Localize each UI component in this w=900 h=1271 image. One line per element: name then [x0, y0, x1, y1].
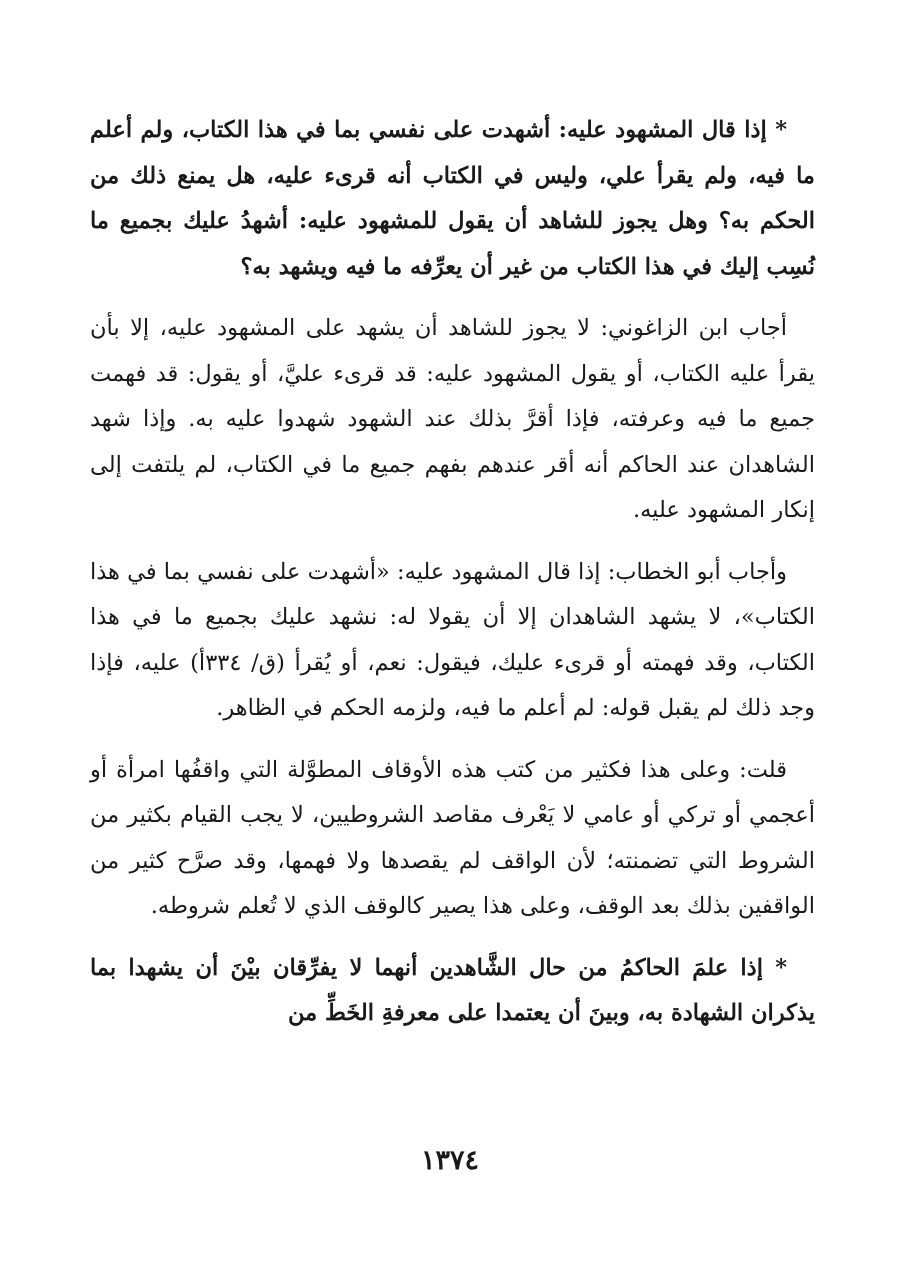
paragraph-question-2: * إذا علمَ الحاكمُ من حال الشَّاهدين أنهما لا يفرِّقان بيْنَ أن يشهدا بما يذكران الشهادة به، وبينَ أن يعتمدا على معرفةِ الخَطِّ من	[90, 954, 815, 1026]
paragraph-gap	[90, 930, 815, 946]
paragraph-gap	[90, 290, 815, 306]
page-number: ١٣٧٤	[420, 1145, 479, 1176]
paragraph-question-1: * إذا قال المشهود عليه: أشهدت على نفسي بما في هذا الكتاب، ولم أعلم ما فيه، ولم يقرأ علي، وليس في الكتاب أنه قرىء عليه، هل يمنع ذلك من الحكم به؟ وهل يجوز للشاهد أن يقول للمشهود عليه: أشهدُ عليك بجميع ما نُسِب إليك في هذا الكتاب من غير أن يعرِّفه ما فيه ويشهد به؟	[90, 117, 815, 280]
paragraph-answer-abu-al-khattab: وأجاب أبو الخطاب: إذا قال المشهود عليه: «أشهدت على نفسي بما في هذا الكتاب»، لا يشهد الشاهدان إلا أن يقولا له: نشهد عليك بجميع ما في هذا الكتاب، وقد فهمته أو قرىء عليك، فيقول: نعم، أو يُقرأ (ق/ ٣٣٤أ) عليه، فإذا وجد ذلك لم يقبل قوله: لم أعلم ما فيه، ولزمه الحكم في الظاهر.	[90, 558, 815, 721]
paragraph-answer-ibn-zaghuni: أجاب ابن الزاغوني: لا يجوز للشاهد أن يشهد على المشهود عليه، إلا بأن يقرأ عليه الكتاب، أو يقول المشهود عليه: قد قرىء عليَّ، أو يقول: قد فهمت جميع ما فيه وعرفته، فإذا أقرَّ بذلك عند الشهود شهدوا عليه به. وإذا شهد الشاهدان عند الحاكم أنه أقر عندهم بفهم جميع ما في الكتاب، لم يلتفت إلى إنكار المشهود عليه.	[90, 315, 815, 523]
page-body	[90, 108, 815, 1037]
paragraph-gap	[90, 732, 815, 748]
paragraph-gap	[90, 534, 815, 550]
paragraph-author-comment: قلت: وعلى هذا فكثير من كتب هذه الأوقاف المطوَّلة التي واقفُها امرأة أو أعجمي أو تركي أو عامي لا يَعْرف مقاصد الشروطيين، لا يجب القيام بكثير من الشروط التي تضمنته؛ لأن الواقف لم يقصدها ولا فهمها، وقد صرَّح كثير من الواقفين بذلك بعد الوقف، وعلى هذا يصير كالوقف الذي لا تُعلم شروطه.	[90, 756, 815, 919]
